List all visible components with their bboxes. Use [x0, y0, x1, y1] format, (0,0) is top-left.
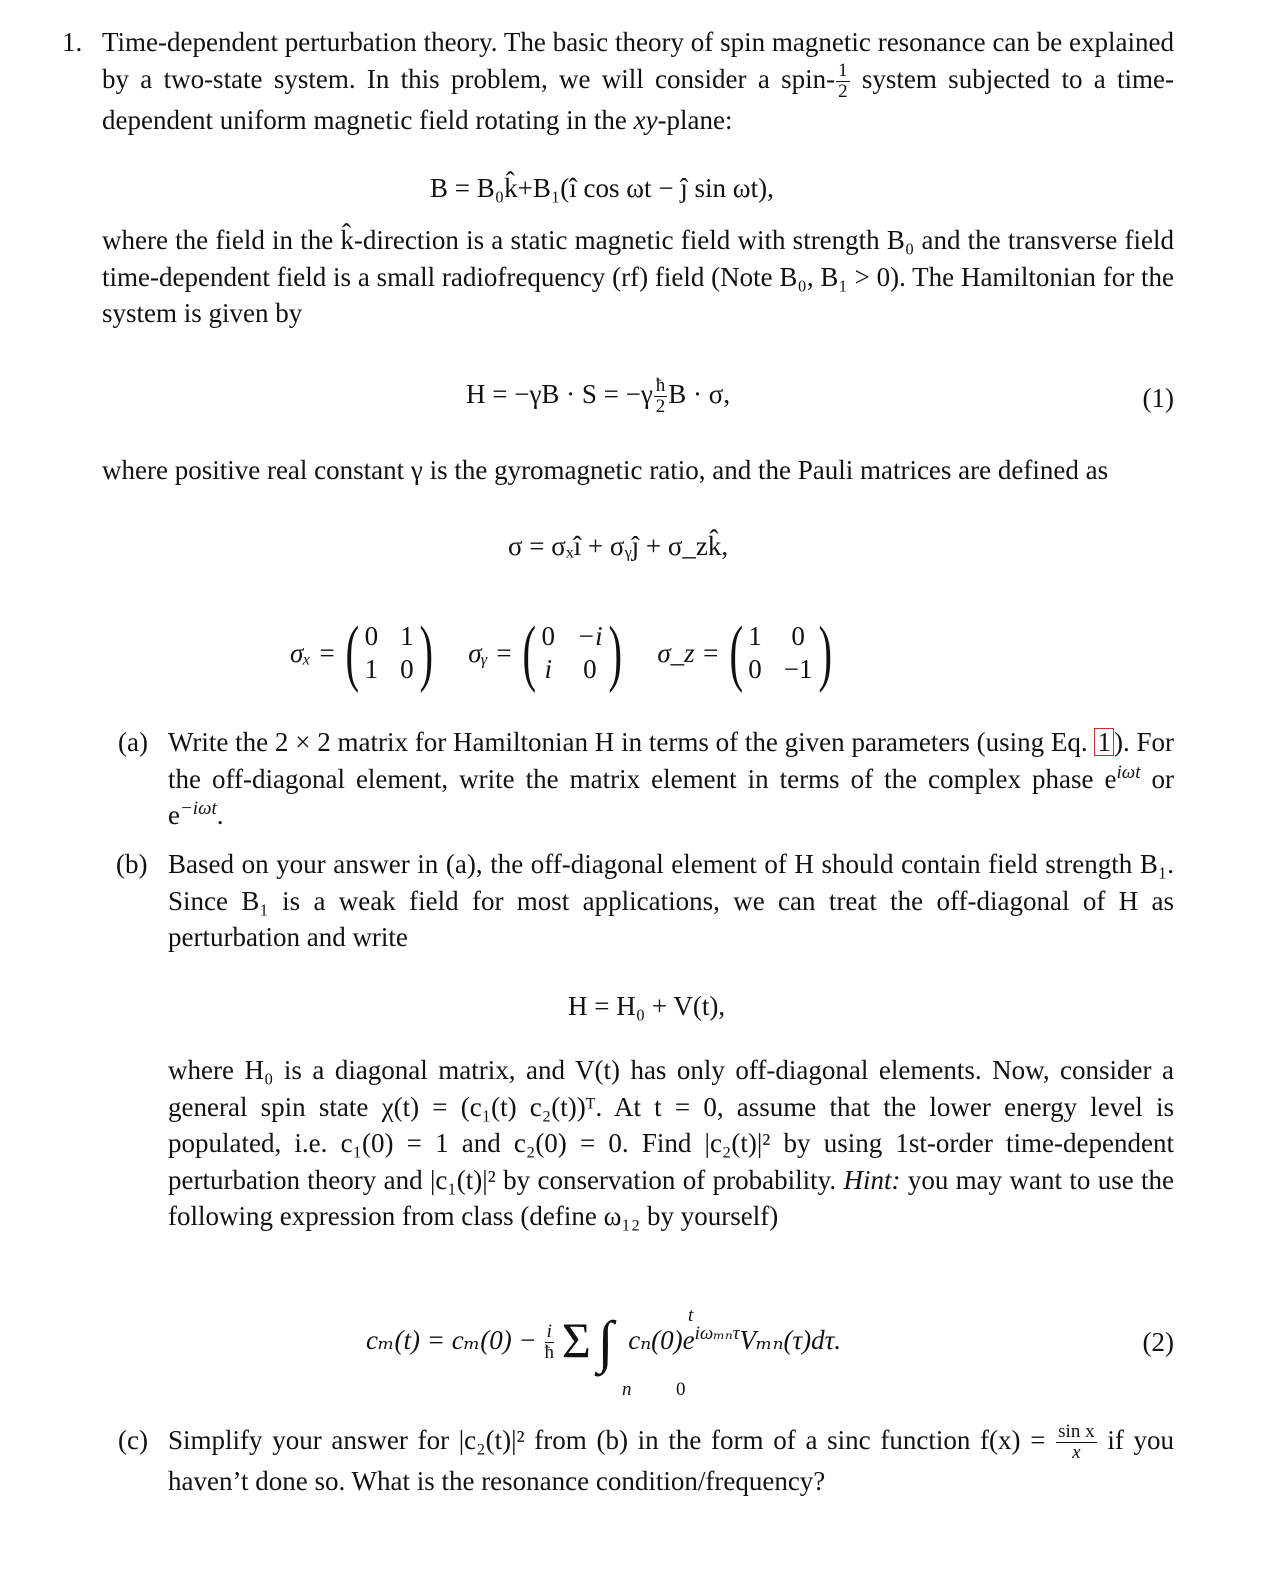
- sinc-fraction: $\frac{\text{sin x}}{x}$: [1058, 1421, 1095, 1464]
- problem-number: 1.: [62, 27, 83, 57]
- eq2-sum: Σ: [561, 1312, 591, 1368]
- eq2-lhs: cₘ(t) = cₘ(0) −: [366, 1325, 537, 1355]
- sigma-z-matrix: ( 1 0 0 −1 ): [729, 612, 832, 694]
- pauli-matrices: [290, 612, 837, 694]
- intro-text-2: system subjected to a time-dependent uniform magnetic field rotating in the: [102, 63, 1174, 135]
- sigma-equation: σ = σₓî + σᵧĵ + σ_zk̂,: [508, 531, 729, 561]
- part-b-text-1: Based on your answer in (a), the off-diagonal element of H should contain field strength B₁. Since B₁ is a weak field for most applications, we can treat the off-diagonal of H as perturbation and write: [168, 849, 1174, 952]
- sigma-x-label: σₓ =: [290, 637, 336, 668]
- spin-fraction: $\frac{1}{2}$: [838, 59, 848, 102]
- part-b-text-2: where H₀ is a diagonal matrix, and V(t) has only off-diagonal elements. Now, consider a general spin state χ(t) = (c₁(t) c₂(t))ᵀ. At t = 0, assume that the lower energy level is populated, i.e. c₁(0) = 1 and c₂(0) = 0. Find |c₂(t)|² by using 1st-order time-dependent perturbation theory and |c₁(t)|² by conservation of probability. Hint: you may want to use the following expression from class (define ω₁₂ by yourself): [168, 1055, 1175, 1231]
- sigma-z-label: σ_z =: [657, 637, 720, 668]
- hamiltonian-rhs: B · σ,: [668, 379, 731, 409]
- eq2-tail: Vₘₙ(τ)dτ.: [739, 1325, 842, 1355]
- sigma-y-label: σᵧ =: [468, 637, 513, 668]
- eq2: [366, 1309, 842, 1374]
- field-equation: B = B₀k̂+B₁(î cos ωt − ĵ sin ωt),: [430, 173, 774, 203]
- eq2-exponent: iωₘₙτ: [694, 1323, 740, 1344]
- eq1-reference-link[interactable]: 1: [1094, 728, 1114, 756]
- eq2-sum-index: n: [622, 1379, 632, 1400]
- sigma-x-matrix: ( 0 1 1 0 ): [345, 612, 433, 694]
- intro-text-3: -plane:: [657, 104, 733, 135]
- hamiltonian-equation: [466, 376, 730, 417]
- pauli-text: where positive real constant γ is the gyromagnetic ratio, and the Pauli matrices are defined as: [102, 455, 1109, 485]
- part-b-label: (b): [116, 849, 148, 879]
- hint-label: Hint:: [843, 1164, 901, 1195]
- hamiltonian-lhs: H = −γB · S = −γ: [466, 379, 653, 409]
- eq2-integrand: cₙ(0)e: [628, 1325, 695, 1355]
- intro-title: Time-dependent perturbation theory.: [102, 27, 498, 57]
- part-c-text: Simplify your answer for |c₂(t)|² from (b) in the form of a sinc function f(x) = $\frac{\text{sin x}}{x}$ if you haven’t done so. What is the resonance condition/frequency?: [168, 1421, 1175, 1497]
- intro-text-1: The basic theory of spin magnetic resonance can be explained by a two-state system. In this problem, we will consider a spin-: [102, 27, 1174, 94]
- eq2-i-over-hbar: $\frac{i}{ħ}$: [544, 1321, 554, 1364]
- field-description: where the field in the k̂-direction is a static magnetic field with strength B₀ and the transverse field time-dependent field is a small radiofrequency (rf) field (Note B₀, B₁ > 0). The Hamiltonian for the system is given by: [102, 225, 1174, 328]
- eq2-integral: ∫: [597, 1309, 614, 1374]
- hbar-over-2: $\frac{ħ}{2}$: [655, 375, 666, 418]
- part-a-text: Write the 2 × 2 matrix for Hamiltonian H in terms of the given parameters (using Eq. 1 ). For the off-diagonal element, write the matrix element in terms of the complex phase $e^{i\omega t}$ or $e^{-i\omega t}$.: [168, 727, 1175, 830]
- xy-label: xy: [633, 104, 658, 135]
- part-a-label: (a): [118, 727, 148, 757]
- split-equation: H = H₀ + V(t),: [568, 991, 726, 1021]
- eq1-label: (1): [1142, 383, 1174, 413]
- intro-paragraph: [102, 24, 1174, 138]
- eq2-int-lower: 0: [676, 1379, 686, 1400]
- sigma-y-matrix: ( 0 −i i 0 ): [522, 612, 622, 694]
- eq2-int-upper: t: [688, 1305, 694, 1326]
- part-c-label: (c): [118, 1425, 148, 1455]
- eq2-label: (2): [1142, 1327, 1174, 1357]
